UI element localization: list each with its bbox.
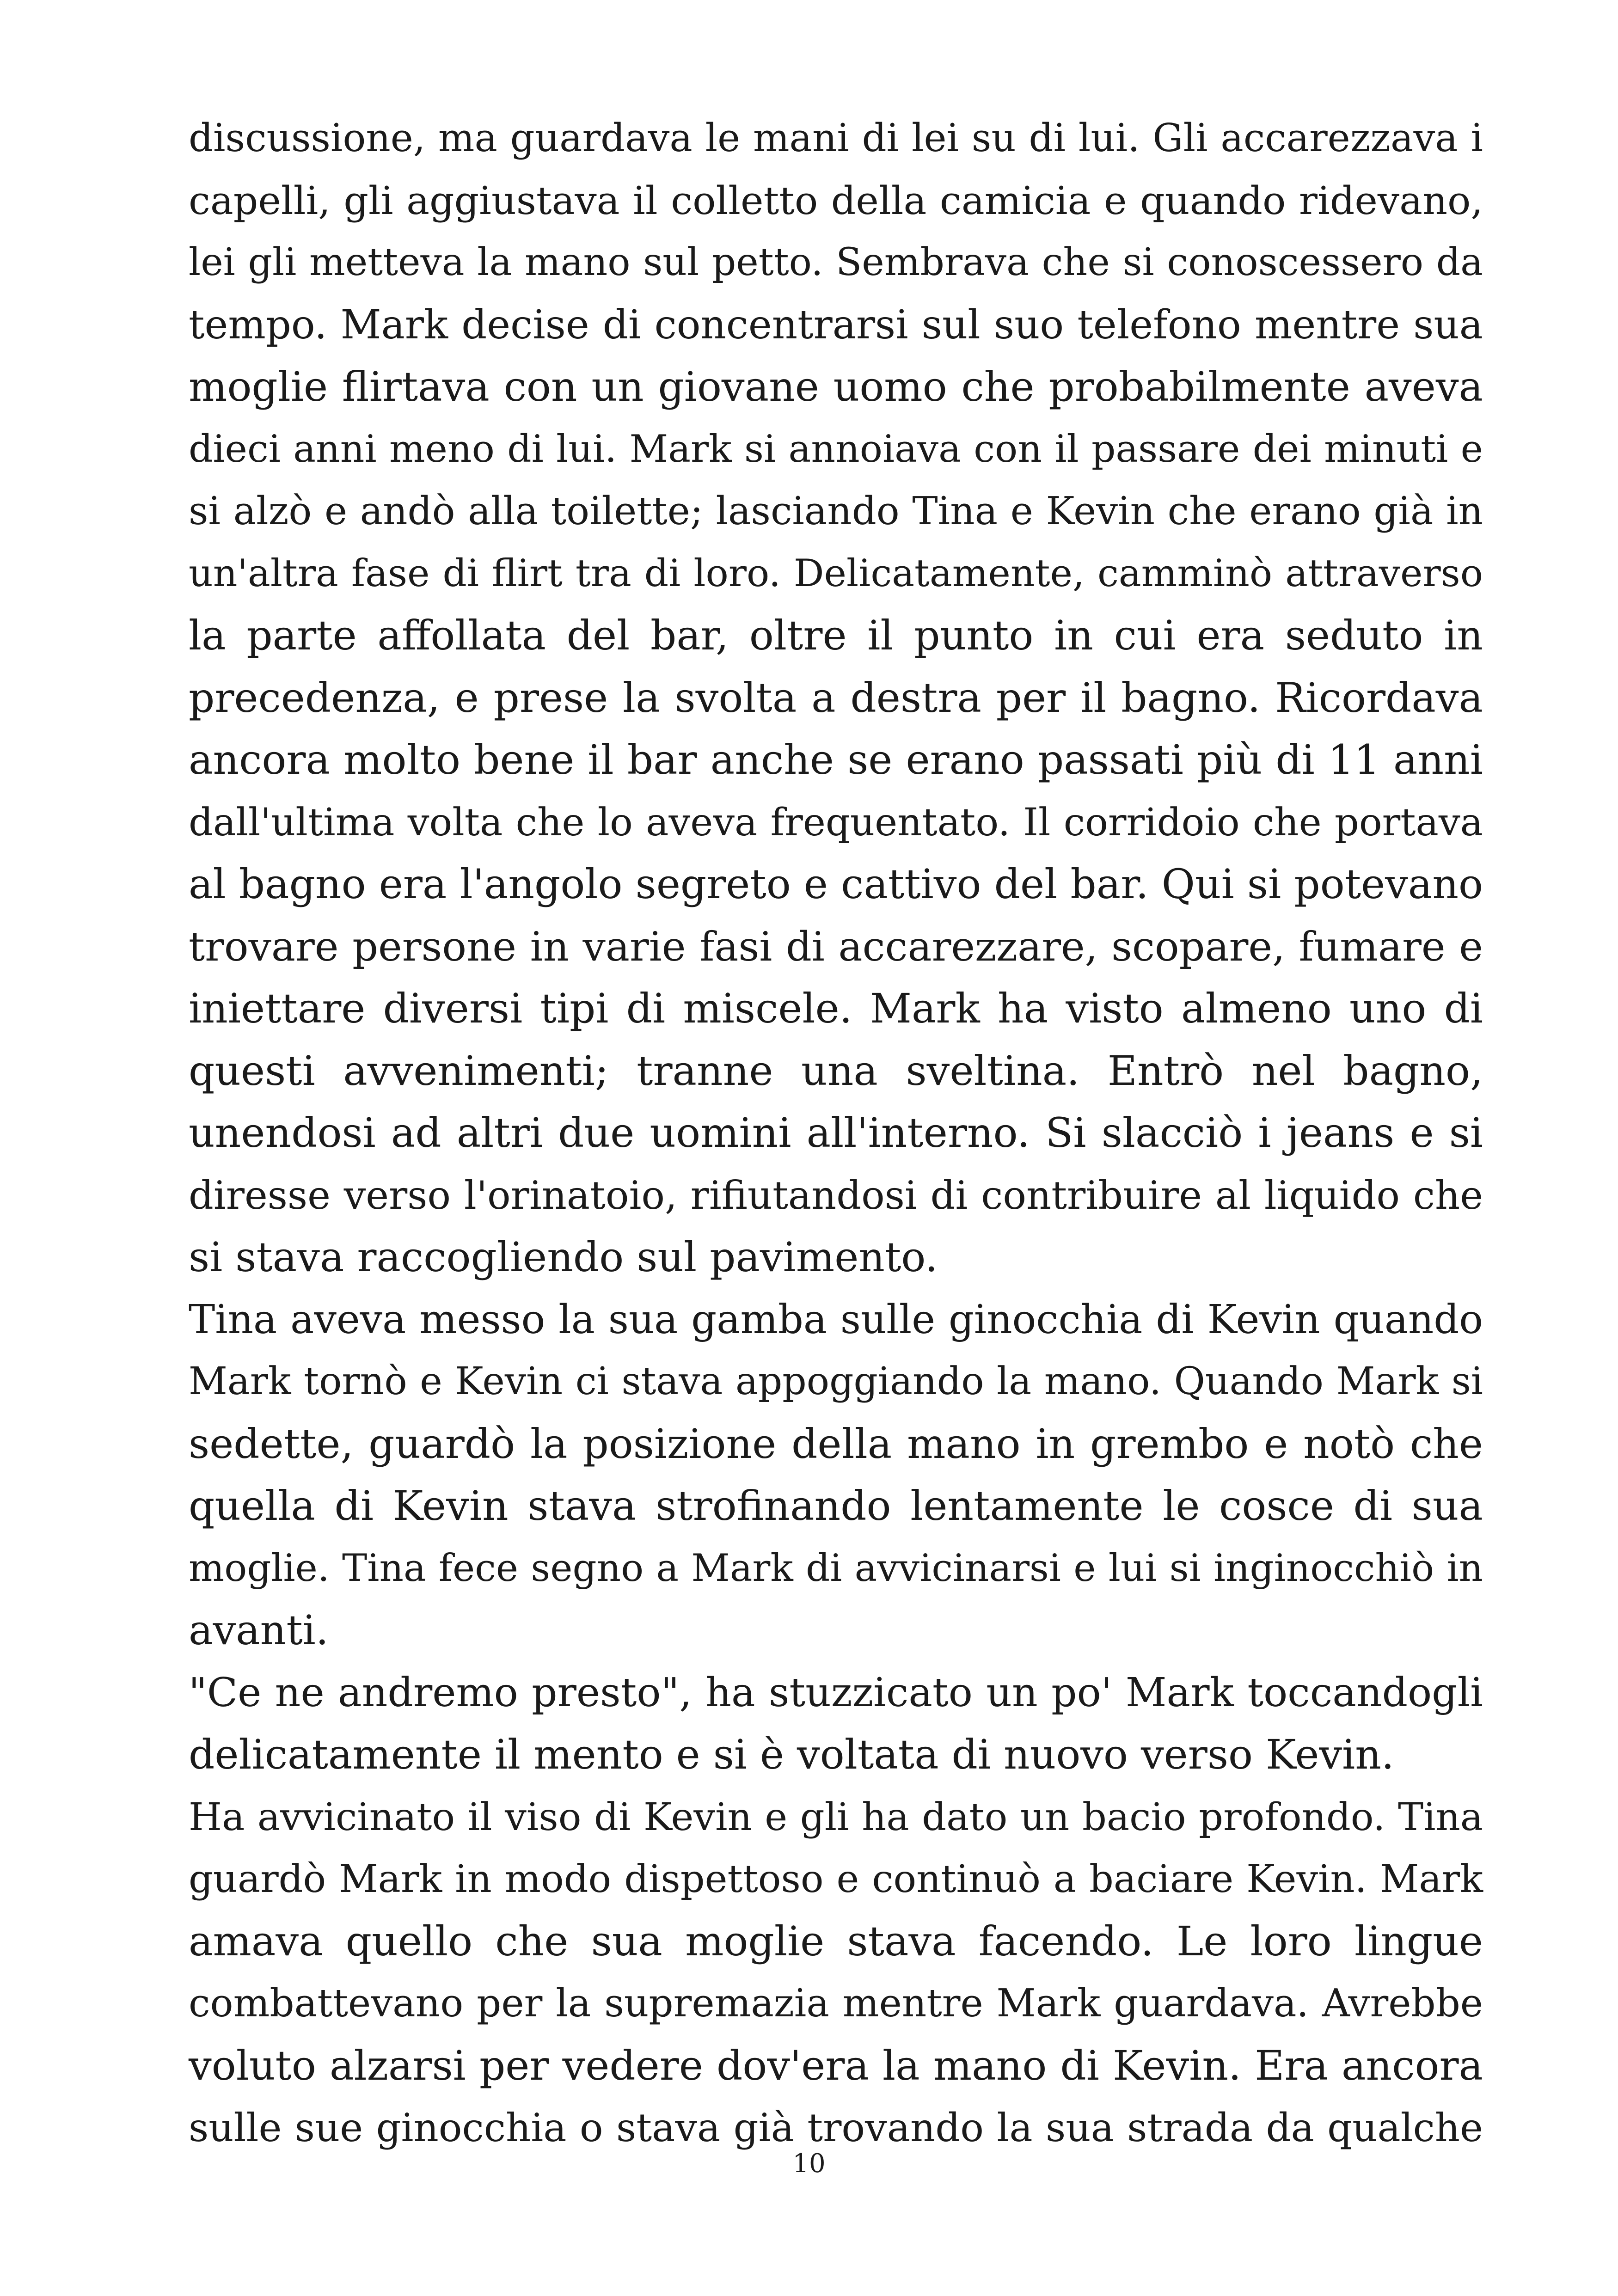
text-line: Ha avvicinato il viso di Kevin e gli ha dato un bacio profondo. Tina [189,1794,1483,1839]
text-line: trovare persone in varie fasi di accarezzare, scopare, fumare e [189,923,1483,970]
text-line: quella di Kevin stava strofinando lentamente le cosce di sua [189,1482,1483,1530]
text-line: dieci anni meno di lui. Mark si annoiava con il passare dei minuti e [189,427,1483,471]
text-line: guardò Mark in modo dispettoso e continuò a baciare Kevin. Mark [189,1857,1483,1901]
text-line: lei gli metteva la mano sul petto. Sembrava che si conoscessero da [189,240,1483,284]
text-line: moglie. Tina fece segno a Mark di avvicinarsi e lui si inginocchiò in [189,1546,1483,1590]
text-line: diresse verso l'orinatoio, rifiutandosi di contribuire al liquido che [189,1172,1483,1218]
text-line: ancora molto bene il bar anche se erano passati più di 11 anni [189,736,1483,784]
text-line: avanti. [189,1606,329,1654]
text-line: combattevano per la supremazia mentre Mark guardava. Avrebbe [189,1981,1483,2026]
text-line: questi avvenimenti; tranne una sveltina. Entrò nel bagno, [189,1047,1483,1095]
text-line: al bagno era l'angolo segreto e cattivo del bar. Qui si potevano [189,860,1483,908]
text-line: Mark tornò e Kevin ci stava appoggiando la mano. Quando Mark si [189,1359,1483,1403]
text-line: "Ce ne andremo presto", ha stuzzicato un po' Mark toccandogli [189,1669,1483,1716]
text-line: discussione, ma guardava le mani di lei su di lui. Gli accarezzava i [189,116,1483,160]
text-line: amava quello che sua moglie stava facendo. Le loro lingue [189,1917,1483,1965]
text-line: moglie flirtava con un giovane uomo che probabilmente aveva [189,363,1483,410]
text-line: voluto alzarsi per vedere dov'era la mano di Kevin. Era ancora [189,2041,1483,2089]
text-line: delicatamente il mento e si è voltata di nuovo verso Kevin. [189,1731,1394,1778]
text-line: unendosi ad altri due uomini all'interno. Si slacciò i jeans e si [189,1109,1483,1157]
page-number: 10 [792,2149,826,2179]
text-line: sulle sue ginocchia o stava già trovando la sua strada da qualche [189,2105,1483,2150]
text-line: precedenza, e prese la svolta a destra per il bagno. Ricordava [189,673,1483,722]
text-line: la parte affollata del bar, oltre il punto in cui era seduto in [189,612,1483,659]
text-line: si alzò e andò alla toilette; lasciando Tina e Kevin che erano già in [189,489,1483,533]
text-line: capelli, gli aggiustava il colletto della camicia e quando ridevano, [189,178,1483,223]
text-line: un'altra fase di flirt tra di loro. Delicatamente, camminò attraverso [189,551,1483,595]
body-text [189,107,1483,2159]
text-line: iniettare diversi tipi di miscele. Mark ha visto almeno uno di [189,985,1483,1032]
text-line: sedette, guardò la posizione della mano in grembo e notò che [189,1420,1483,1468]
text-line: Tina aveva messo la sua gamba sulle ginocchia di Kevin quando [189,1296,1483,1343]
text-line: si stava raccogliendo sul pavimento. [189,1233,938,1281]
text-line: tempo. Mark decise di concentrarsi sul suo telefono mentre sua [189,301,1483,348]
text-line: dall'ultima volta che lo aveva frequentato. Il corridoio che portava [189,799,1483,845]
